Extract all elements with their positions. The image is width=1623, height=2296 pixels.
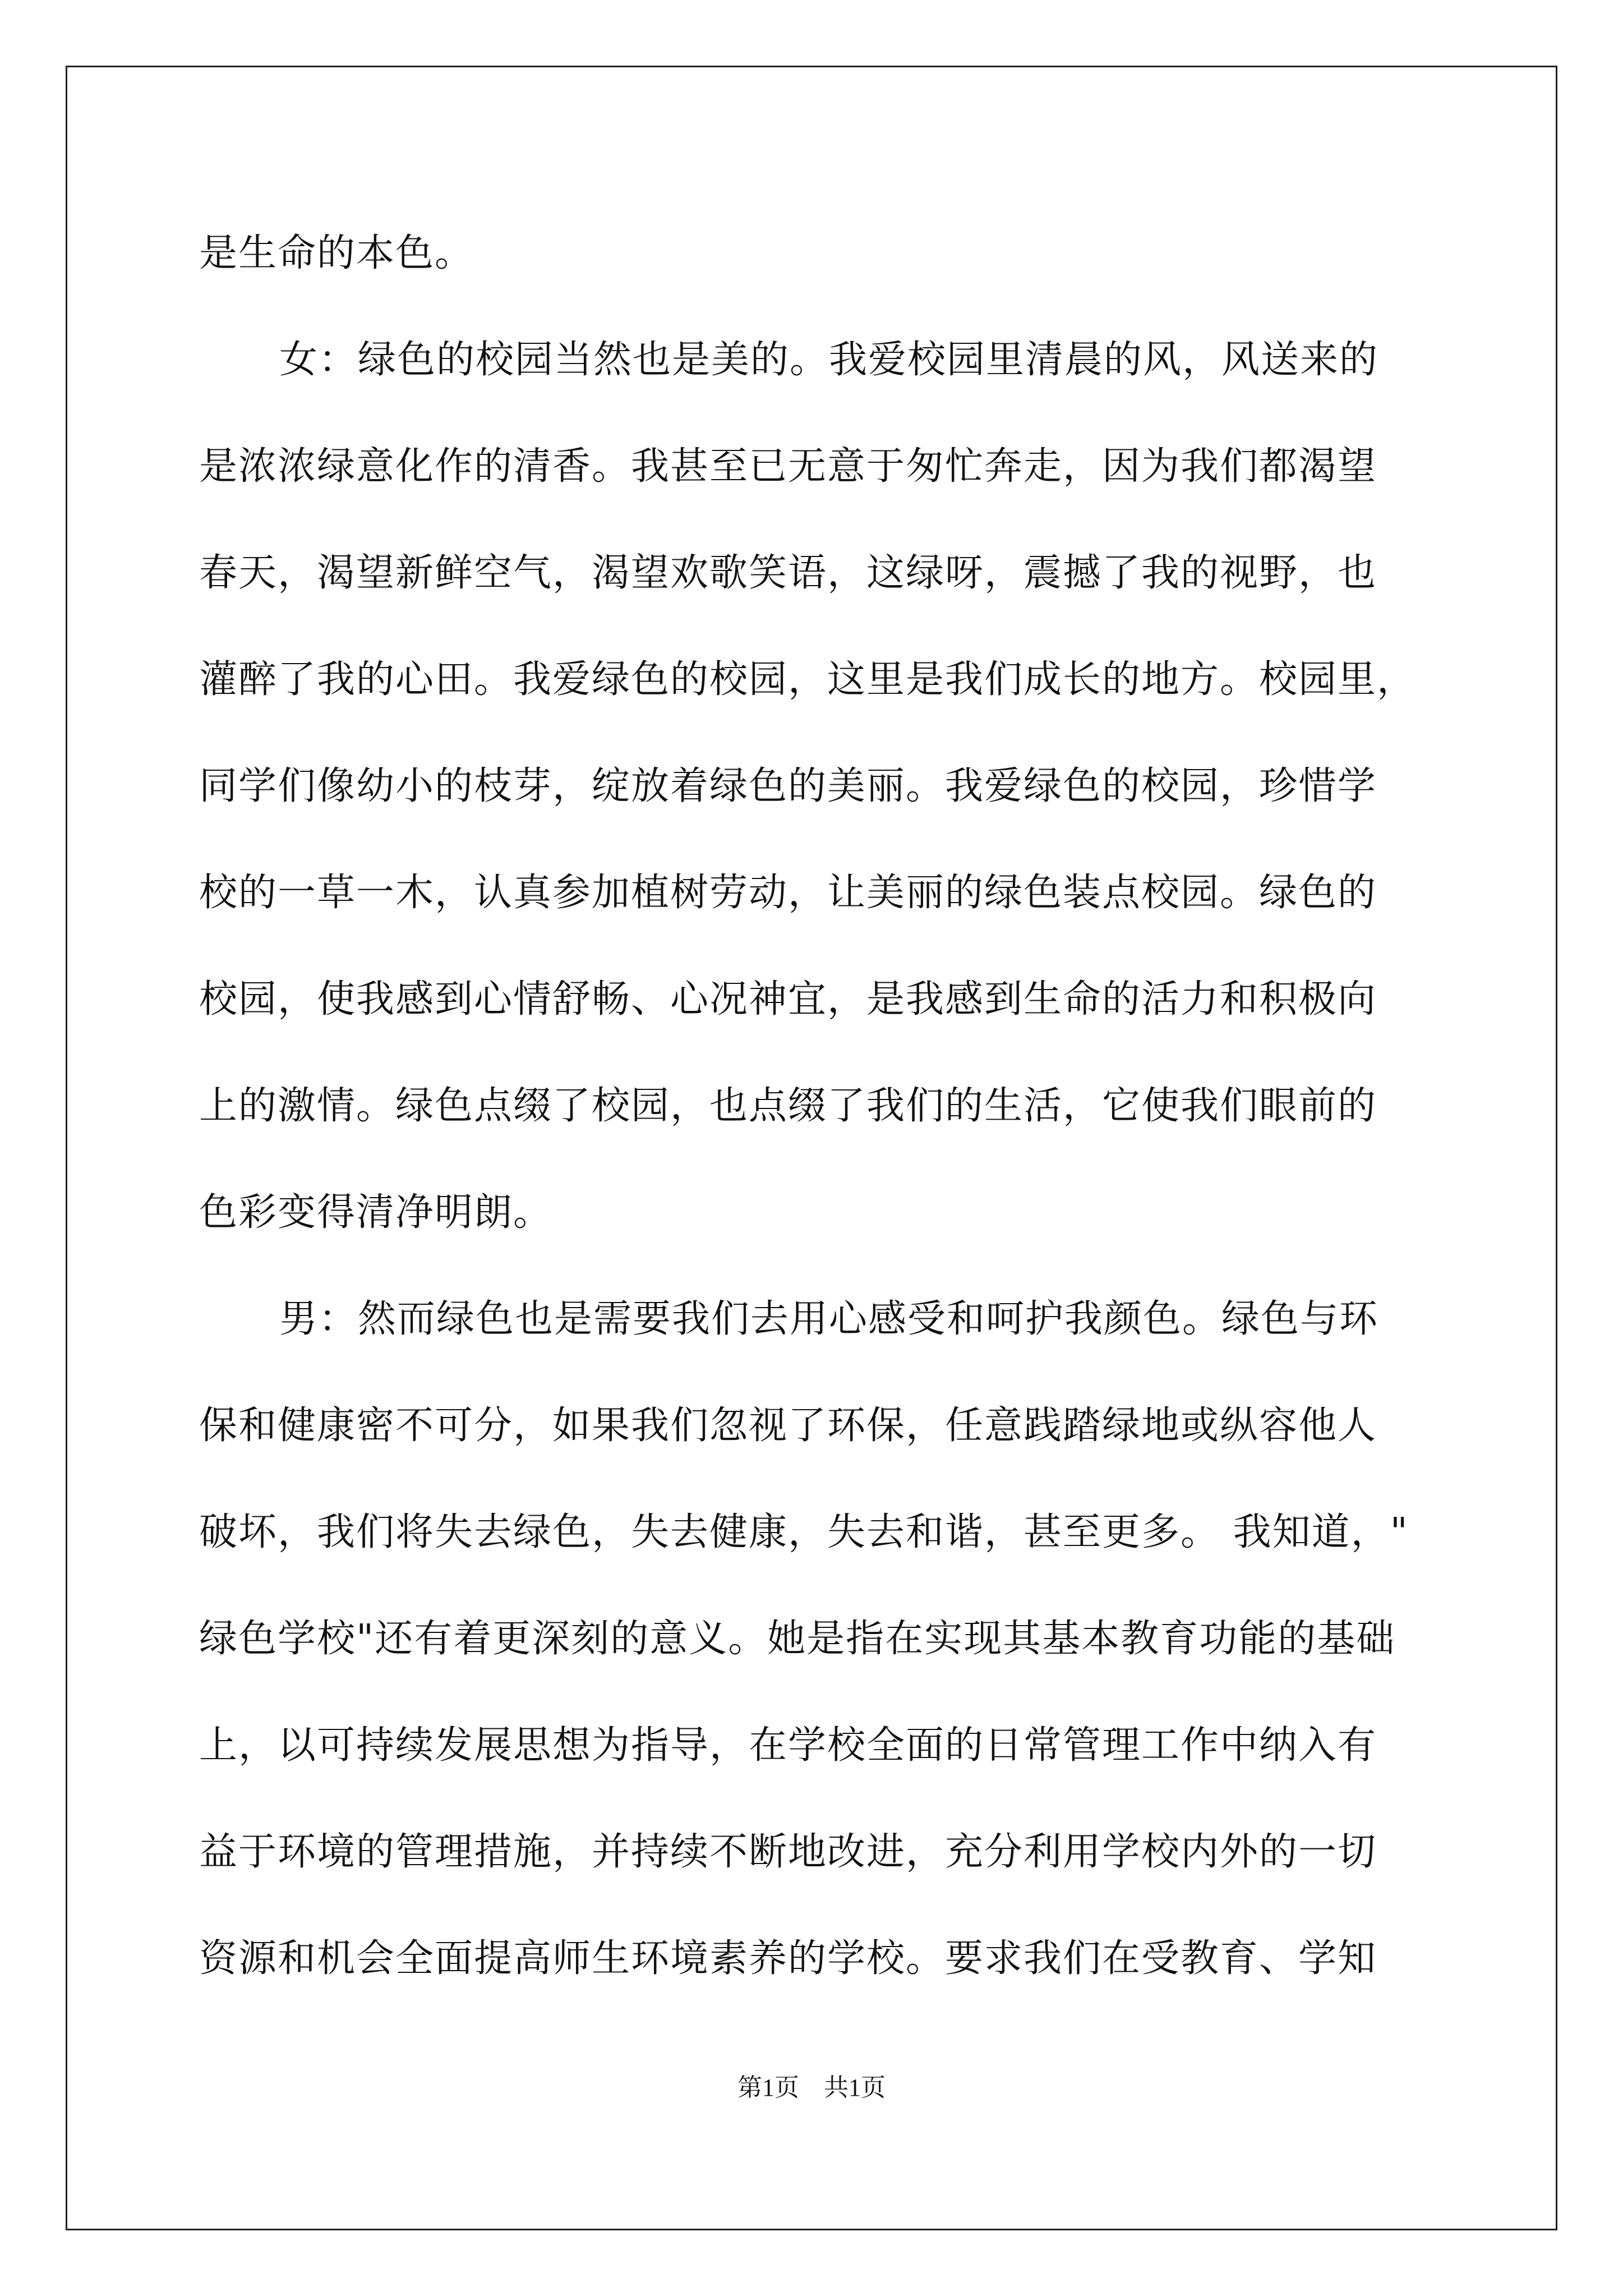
paragraph-start-line: 女：绿色的校园当然也是美的。我爱校园里清晨的风，风送来的 bbox=[279, 338, 1379, 382]
text-line: 绿色学校"还有着更深刻的意义。她是指在实现其基本教育功能的基础 bbox=[199, 1617, 1396, 1661]
text-line: 校园，使我感到心情舒畅、心况神宜，是我感到生命的活力和积极向 bbox=[199, 977, 1377, 1022]
text-line: 色彩变得清净明朗。 bbox=[199, 1190, 553, 1235]
text-line: 同学们像幼小的枝芽，绽放着绿色的美丽。我爱绿色的校园，珍惜学 bbox=[199, 764, 1377, 808]
text-line: 资源和机会全面提高师生环境素养的学校。要求我们在受教育、学知 bbox=[199, 1936, 1377, 1981]
text-line: 益于环境的管理措施，并持续不断地改进，充分利用学校内外的一切 bbox=[199, 1830, 1377, 1874]
text-line: 灌醉了我的心田。我爱绿色的校园，这里是我们成长的地方。校园里， bbox=[199, 657, 1417, 702]
document-body bbox=[199, 200, 1436, 2012]
paragraph-start-line: 男：然而绿色也是需要我们去用心感受和呵护我颜色。绿色与环 bbox=[279, 1297, 1379, 1341]
text-line: 是浓浓绿意化作的清香。我甚至已无意于匆忙奔走，因为我们都渴望 bbox=[199, 444, 1377, 489]
text-line: 春天，渴望新鲜空气，渴望欢歌笑语，这绿呀，震撼了我的视野，也 bbox=[199, 551, 1377, 595]
text-line: 上的激情。绿色点缀了校园，也点缀了我们的生活，它使我们眼前的 bbox=[199, 1084, 1377, 1128]
text-line: 保和健康密不可分，如果我们忽视了环保，任意践踏绿地或纵容他人 bbox=[199, 1404, 1377, 1448]
text-line: 破坏，我们将失去绿色，失去健康，失去和谐，甚至更多。 我知道，" bbox=[199, 1510, 1409, 1554]
text-line: 校的一草一木，认真参加植树劳动，让美丽的绿色装点校园。绿色的 bbox=[199, 871, 1377, 915]
text-line: 上，以可持续发展思想为指导，在学校全面的日常管理工作中纳入有 bbox=[199, 1723, 1377, 1768]
text-line: 是生命的本色。 bbox=[199, 231, 474, 275]
page-footer: 第1页 共1页 bbox=[737, 2074, 886, 2101]
